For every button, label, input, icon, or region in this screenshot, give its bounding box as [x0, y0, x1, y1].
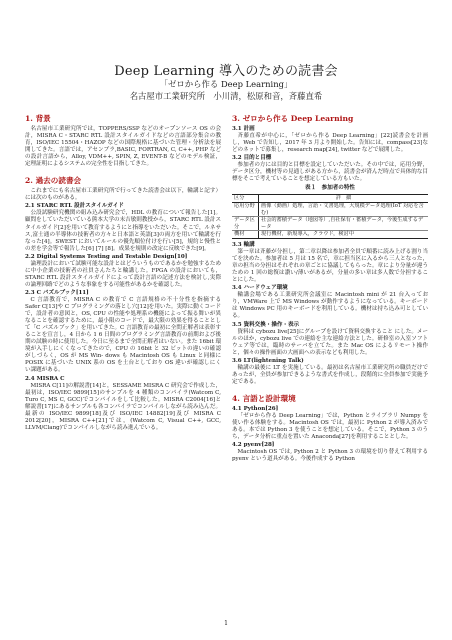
paragraph: 名古屋市工業研究所では，TOPPERS/SSP などのオープンソース OS の会計，MISRA C・STARC RTL 設計スタイルガイドなどの言語部分集合の教育，ISO/IEC 15504・HAZOP などの国際規格に基づいた管理・分析法を展開してきた。言語では，アセンブラ,BASIC, FORTRAN, C, C++, PHP などの設計言語から，Alloy, VDM++, SPIN, Z, EVENT-B などのモデル検証，定理証明によるシステムの完全性を目指してきた。	[25, 126, 221, 168]
table-row	[232, 217, 428, 231]
paragraph: 論理設計において試験可能な設計とはどういうものであるかを勉強するために中小企業の技術者の社員さんたちと輪講した。FPGA の設計においても，STARC RTL 設計スタイルガイドによって設計言語の記述方法を検討し,実際の論理回路でどのような事象をする可能性があるかを確認した。	[25, 260, 221, 288]
section-gap	[25, 168, 221, 173]
subsection-heading: 2.3 C パズルブック[11]	[25, 289, 89, 296]
subsection-heading: 3.6 LT(lightening Talk)	[232, 357, 304, 364]
paragraph: 資料は cybozu live[25]にグループを設けて資料交換すること にした。メールのほか，cybozu live での連絡を主な連絡方法とした。研修室の入室ソフトウェア等では，臨時のサーバを立てた。また Mac OS によるリモート操作と，個々の操作画面の大画面への表示なども利用した。	[232, 328, 428, 356]
subsection-heading: 3.4 ハードウェア環境	[232, 285, 288, 292]
paragraph: これまでにも名古屋市工業研究所で行ってきた読書会は以下，輪講と記す）には次のものがある。	[25, 188, 221, 202]
subsection-heading: 2.2 Digital Systems Testing and Testable Design[10]	[25, 253, 188, 260]
section-gap	[232, 386, 428, 391]
paragraph: 輪講会場である工業研究所会議室に Macintosh mini が 21 台入っており，VMWare 上で MS Windows が動作するようになっている。キーボードは Windows PC 用のキーボードを利用している。機材は持ち込み可としている。	[232, 292, 428, 320]
table-cell: 機材	[232, 231, 259, 239]
table-row	[232, 231, 428, 239]
table-header-cell: 区分	[232, 195, 259, 203]
table-header-cell: 詳 細	[259, 195, 429, 203]
subsection-heading: 4.2 pyenv[28]	[232, 442, 275, 449]
paragraph: 斉藤直希が中心に，「ゼロから作る Deep Learning」[22]読書会を計画し，Web で告知し，2017 年 3 月より開始した。告知には，compass[23]などのネットで募集し，research map[24], twitter などで展開した。	[232, 133, 428, 154]
table-cell: 画像（動画）処理，言語・文書処理，大規模データ処理(IoT 対応を含む)	[259, 203, 429, 217]
section-heading: 1. 背景	[25, 114, 51, 123]
page-number: 1	[224, 620, 228, 627]
table-header-row	[232, 195, 428, 203]
paragraph: 公設試験研究機関の組み込み研究会で，HDL の教育について報告した[1]。顧問をしていただいている熊本大学の末吉敏則教授から，STARC RTL 設計スタイルガイド[2]を用いて教育するようにと指導をいただいた。そこで，ルネサス,富士通の半導体の技術者の方々と日本語と英語[3]の両方を用いて輪講を行なった[4]。SWEST においてルールの優先順位付けを行い[5]，規約と慢性との差を学会等で報告した[6] [7] [8]。成果を規則の改定に反映できた[9]。	[25, 210, 221, 252]
subsection-heading: 3.3 輪講	[232, 241, 255, 248]
paper-subtitle: 「ゼロから作る Deep Learning」	[159, 79, 293, 89]
table-cell: 現行機材，新規導入，クラウド，検討中	[259, 231, 429, 239]
section-heading: 4. 言語と設計環境	[232, 393, 296, 403]
paper-title: Deep Learning 導入のための読書会	[114, 64, 338, 79]
paragraph: MISRA C[11]の解説書[14]と，SESSAME MISRA C 研究会で作成した，最初は，ISO/IEC 9899[15]のサンプルを 4 種類のコンパイラ(Watcom C, Turo C, MS C, GCC)でコンパイルをして比較した。MISRA C2004[16]と解説書[17]にあるサンプルも各コンパイラでコンパイルしながら読み込んだ。最新の ISO/IEC 9899[18]及び ISO/IEC 14882[19]及び MISRA C 2012[20]，MISRA C++[21]では，(Watcom C, Visual C++, GCC, LLVM/Clang)でコンパイルしながら読み進んでいる。	[25, 382, 221, 431]
subsection-heading: 2.1 STARC RTL 設計スタイルガイド	[25, 203, 124, 210]
paragraph: C 言語教育で，MISRA C の教育で C 言語規格の不十分性を指摘する Safer C[13]や C プログラミングの落とし穴[12]を用いた。実際に動くコードで，設計者の意図と，OS, CPU の性能や処理系の機能によって振る舞いが異なることを確認するために，最小限のコードで，最大限の効果を得ることとして「C パズルブック」を用いてきた。C 言語教育の最初に全問正解者は表彰することを宣言し，4 日から 1 6 日間のプログラミング言語教育の前期および後期の試験の時に使用した。今日に至るまで全問正解者はいない。また 16bit 環境が入手しにくくなってきたので，CPU の 16bit と 32 ビットの違いの確認がしづらく，OS が MS Win- dows も Macintosh OS も Linux と同様に POSIX に基づいた UNIX 系の OS を土台としており OS 違いが確認しにくい課題がある。	[25, 296, 221, 374]
paragraph: 参加者の方には目的と目標を設定していただいた。その中では，応用分野，データ区分，機材等の見通しがある方から，読書会が済んだ時点で具体的な目標をそこで考えていることを想定している方もいた。	[232, 162, 428, 183]
subsection-heading: 3.5 資料交換・操作・表示	[232, 321, 300, 328]
section-heading: 2. 過去の読書会	[25, 176, 82, 186]
subsection-heading: 4.1 Python[26]	[232, 405, 279, 412]
paragraph: 第一章は斉藤が分担し，第二章以降は参加者全員で順番に読み上げる割り当てを決めた。参加者は 5 月は 15 名で，章に担当区に入るから三人となった，章の担当の分担はそれぞれの章ごとに協議してもらった。章により分量が違うための 1 回の総復は讃い/薄いがあるが，分量の多い章は多人数で分担することにした。	[232, 249, 428, 284]
paragraph: Macintosh OS では, Python 2 と Python 3 の環境を切り替えて利用する pyenv という道具がある。今後作成する Python	[232, 449, 428, 463]
subsection-heading: 2.4 MISRA C	[25, 375, 65, 382]
table-cell: 社会的蓄積データ（地図等）,自社保有・蓄積データ，今後生成するデータ	[259, 217, 429, 231]
subsection-heading: 3.2 目的と目標	[232, 155, 272, 162]
right-column-lower	[232, 242, 428, 463]
left-column	[25, 111, 221, 432]
subsection-heading: 3.1 計画	[232, 126, 255, 132]
paragraph: 「ゼロから作る Deep Learning」では，Python とライブラリ Numpy を使い作る体験をする。Macintosh OS では，最初に Python 2 が導入済みである。本では Python 3 を使うことを想定している。そこで，Python 3 のうち，データ分析に重点を置いた Anaconda[27]を利用することとした。	[232, 412, 428, 441]
table-cell: データ区分	[232, 217, 259, 231]
paragraph: 輪講の最後に LT を実施している。最初は名古屋市工業研究所の職員だけであったが，全員が参加できるような書式を作成し，段階的に全員参加で実施予定である。	[232, 364, 428, 385]
participant-table	[232, 194, 428, 239]
table-cell: 応用分野	[232, 203, 259, 217]
table-row	[232, 203, 428, 217]
table-caption: 表１ 参加者の特性	[305, 185, 355, 192]
paper-authors: 名古屋市工業研究所 小川清，松原和音，斉藤直希	[129, 91, 323, 101]
right-column-upper	[232, 114, 428, 183]
section-heading: 3. ゼロから作る Deep Learning	[232, 114, 354, 123]
right-column	[232, 111, 428, 463]
